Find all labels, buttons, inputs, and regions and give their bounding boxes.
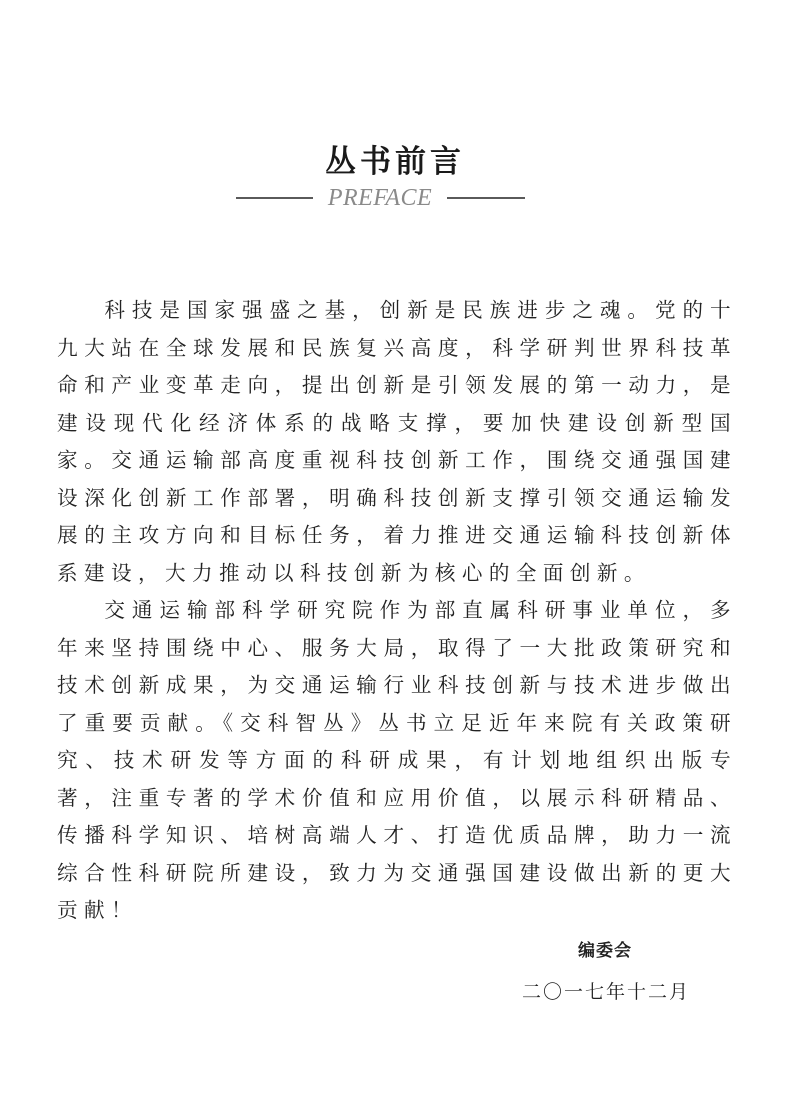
preface-body bbox=[57, 292, 737, 930]
page-title: 丛书前言 bbox=[325, 144, 465, 180]
page-subtitle: PREFACE bbox=[327, 185, 433, 211]
subtitle-row bbox=[0, 184, 790, 212]
paragraph-1: 科技是国家强盛之基，创新是民族进步之魂。党的十九大站在全球发展和民族复兴高度，科学研判世界科技革命和产业变革走向，提出创新是引领发展的第一动力，是建设现代化经济体系的战略支撑，要加快建设创新型国家。交通运输部高度重视科技创新工作，围绕交通强国建设深化创新工作部署，明确科技创新支撑引领交通运输发展的主攻方向和目标任务，着力推进交通运输科技创新体系建设，大力推动以科技创新为核心的全面创新。 bbox=[57, 298, 737, 585]
paragraph-2: 交通运输部科学研究院作为部直属科研事业单位，多年来坚持围绕中心、服务大局，取得了一大批政策研究和技术创新成果，为交通运输行业科技创新与技术进步做出了重要贡献。《交科智丛》丛书立足近年来院有关政策研究、技术研发等方面的科研成果，有计划地组织出版专著，注重专著的学术价值和应用价值，以展示科研精品、传播科学知识、培树高端人才、打造优质品牌，助力一流综合性科研院所建设，致力为交通强国建设做出新的更大贡献！ bbox=[57, 598, 737, 922]
left-divider-rule bbox=[236, 197, 313, 199]
signature: 编委会 bbox=[578, 941, 632, 961]
date: 二〇一七年十二月 bbox=[522, 981, 691, 1003]
right-divider-rule bbox=[447, 197, 525, 199]
